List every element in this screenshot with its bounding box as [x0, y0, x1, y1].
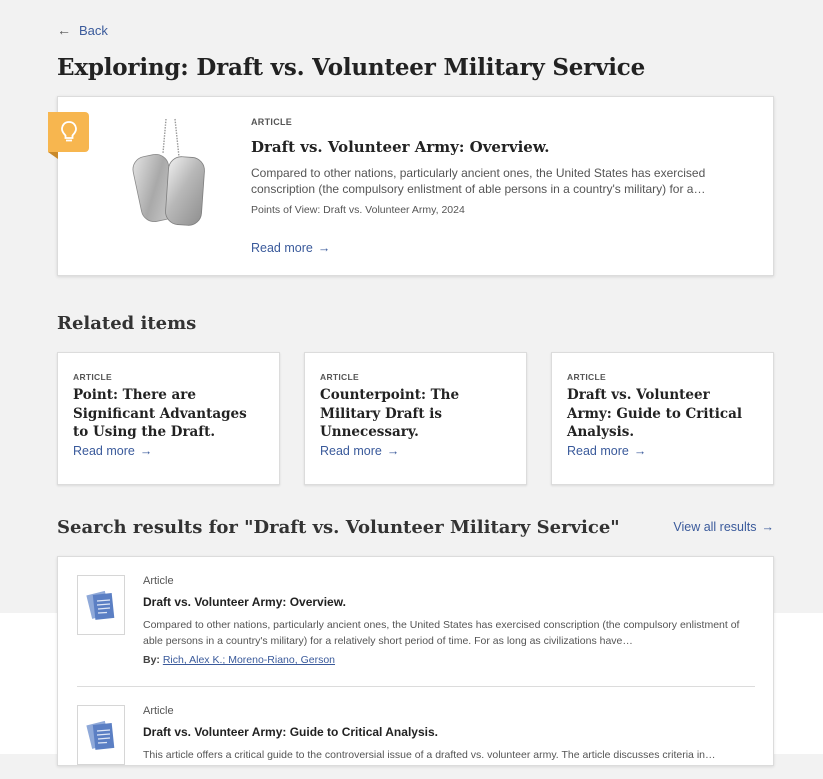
related-kicker: ARTICLE	[567, 372, 606, 382]
result-title[interactable]: Draft vs. Volunteer Army: Guide to Critical Analysis.	[143, 725, 438, 739]
document-thumbnail	[77, 575, 125, 635]
related-item-card[interactable]	[57, 352, 280, 485]
arrow-right-icon: →	[633, 443, 647, 458]
dog-tags-image	[133, 117, 213, 232]
arrow-left-icon: ←	[57, 22, 71, 38]
featured-read-more-link[interactable]	[251, 241, 330, 255]
view-all-label: View all results	[673, 520, 757, 534]
related-kicker: ARTICLE	[73, 372, 112, 382]
arrow-right-icon: →	[761, 520, 774, 534]
back-link[interactable]	[57, 22, 108, 38]
related-items-heading: Related items	[57, 313, 197, 334]
search-results-list	[57, 556, 774, 766]
page-title: Exploring: Draft vs. Volunteer Military Service	[57, 54, 646, 81]
read-more-label: Read more	[567, 443, 629, 458]
arrow-right-icon: →	[139, 443, 153, 458]
result-divider	[77, 686, 755, 687]
featured-title[interactable]: Draft vs. Volunteer Army: Overview.	[251, 138, 550, 156]
read-more-label: Read more	[251, 241, 313, 255]
featured-description: Compared to other nations, particularly ancient ones, the United States has exercised conscription (the compulsory enlistment of able persons in a country's military) for a…	[251, 166, 706, 196]
result-description: Compared to other nations, particularly ancient ones, the United States has exercised conscription (the compulsory enlistment of able persons in a country's military) for a relatively short period of time. For as long as civilizations have…	[143, 619, 740, 647]
featured-source: Points of View: Draft vs. Volunteer Army, 2024	[251, 204, 465, 216]
related-title[interactable]: Draft vs. Volunteer Army: Guide to Critical Analysis.	[567, 387, 742, 440]
read-more-label: Read more	[73, 443, 135, 458]
document-thumbnail	[77, 705, 125, 765]
lightbulb-icon	[59, 120, 79, 144]
related-kicker: ARTICLE	[320, 372, 359, 382]
view-all-results-link[interactable]	[673, 520, 774, 534]
arrow-right-icon: →	[317, 241, 331, 255]
arrow-right-icon: →	[386, 443, 400, 458]
badge-fold	[48, 152, 58, 159]
featured-article-card[interactable]	[57, 96, 774, 276]
result-type: Article	[143, 575, 174, 587]
related-item-card[interactable]	[304, 352, 527, 485]
related-read-more-link[interactable]	[320, 444, 399, 458]
related-title[interactable]: Point: There are Significant Advantages to Using the Draft.	[73, 387, 247, 440]
related-item-card[interactable]	[551, 352, 774, 485]
result-title[interactable]: Draft vs. Volunteer Army: Overview.	[143, 595, 346, 609]
by-label: By:	[143, 654, 160, 666]
author-link[interactable]: Rich, Alex K.; Moreno-Riano, Gerson	[162, 654, 336, 666]
result-authors	[143, 654, 753, 666]
result-description: This article offers a critical guide to the controversial issue of a drafted vs. volunteer army. The article discusses criteria in…	[143, 749, 716, 761]
document-icon	[86, 718, 116, 752]
topic-badge	[48, 112, 89, 152]
document-icon	[86, 588, 116, 622]
read-more-label: Read more	[320, 443, 382, 458]
result-type: Article	[143, 705, 174, 717]
back-label: Back	[79, 22, 108, 38]
related-title[interactable]: Counterpoint: The Military Draft is Unnecessary.	[320, 387, 460, 440]
search-results-heading: Search results for "Draft vs. Volunteer Military Service"	[57, 517, 620, 538]
related-read-more-link[interactable]	[567, 444, 646, 458]
featured-kicker: ARTICLE	[251, 117, 293, 127]
related-read-more-link[interactable]	[73, 444, 152, 458]
